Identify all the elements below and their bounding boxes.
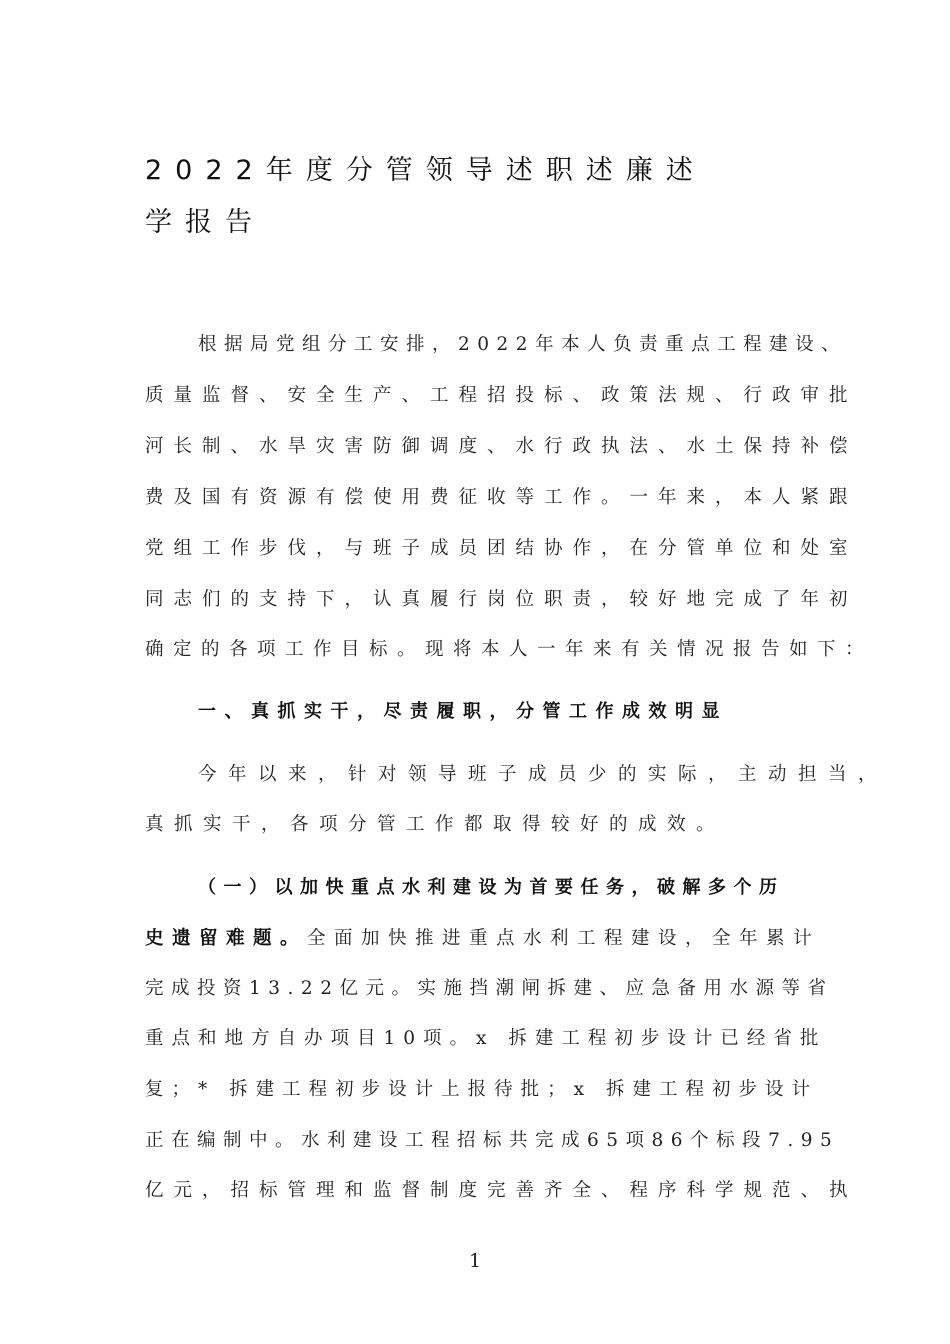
paragraph-1-line-1: 根据局党组分工安排，2022年本人负责重点工程建设、 — [198, 334, 848, 355]
paragraph-1-line-6: 同志们的支持下，认真履行岗位职责，较好地完成了年初 — [145, 589, 858, 610]
document-title-line-2: 学报告 — [145, 207, 265, 238]
subsection-1-line-2-rest: 全面加快推进重点水利工程建设，全年累计 — [307, 928, 821, 949]
section-heading-1: 一、真抓实干，尽责履职，分管工作成效明显 — [198, 701, 728, 722]
paragraph-2-line-1: 今年以来，针对领导班子成员少的实际，主动担当， — [198, 764, 889, 785]
paragraph-1-line-4: 费及国有资源有偿使用费征收等工作。一年来，本人紧跟 — [145, 487, 858, 508]
subsection-1-bold-line-1: （一）以加快重点水利建设为首要任务，破解多个历 — [198, 877, 785, 898]
paragraph-1-line-7: 确定的各项工作目标。现将本人一年来有关情况报告如下： — [145, 639, 874, 660]
subsection-1-line-5: 复；* 拆建工程初步设计上报待批；x 拆建工程初步设计 — [145, 1079, 818, 1100]
subsection-1-line-3: 完成投资13.22亿元。实施挡潮闸拆建、应急备用水源等省 — [145, 978, 834, 999]
subsection-1-line-2 — [145, 924, 820, 950]
paragraph-1-line-5: 党组工作步伐，与班子成员团结协作，在分管单位和处室 — [145, 538, 858, 559]
paragraph-1-line-2: 质量监督、安全生产、工程招投标、政策法规、行政审批 — [145, 385, 858, 406]
paragraph-1-line-3: 河长制、水旱灾害防御调度、水行政执法、水土保持补偿 — [145, 436, 858, 457]
document-title-line-1: 2022年度分管领导述职述廉述 — [145, 155, 706, 186]
paragraph-2-line-2: 真抓实干，各项分管工作都取得较好的成效。 — [145, 814, 726, 835]
subsection-1-line-7: 亿元，招标管理和监督制度完善齐全、程序科学规范、执 — [145, 1180, 858, 1201]
subsection-1-bold-lead: 史遗留难题。 — [145, 928, 308, 949]
subsection-1-line-6: 正在编制中。水利建设工程招标共完成65项86个标段7.95 — [145, 1130, 840, 1151]
page-number: 1 — [468, 1250, 482, 1272]
subsection-1-line-4: 重点和地方自办项目10项。x 拆建工程初步设计已经省批 — [145, 1028, 827, 1049]
